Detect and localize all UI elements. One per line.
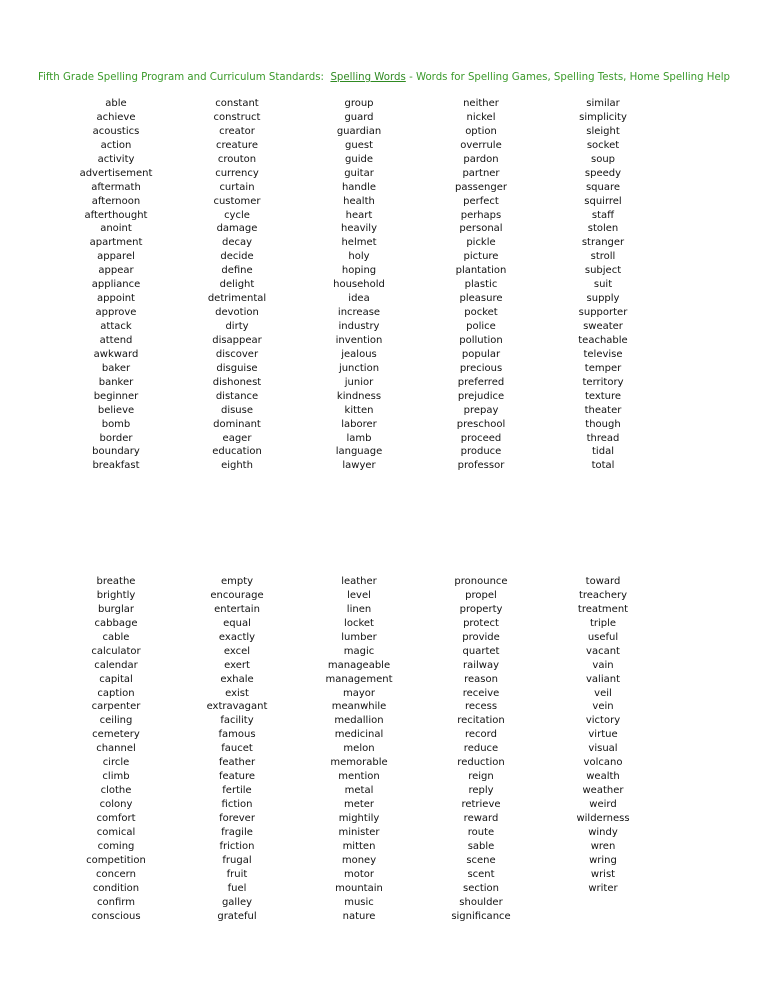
spelling-word: brightly bbox=[96, 589, 136, 601]
spelling-word: recess bbox=[464, 701, 498, 713]
spelling-word: quartet bbox=[462, 645, 500, 657]
spelling-word: management bbox=[325, 673, 393, 685]
spelling-word: total bbox=[591, 460, 615, 472]
spelling-word: proceed bbox=[460, 432, 502, 444]
spelling-word: decay bbox=[221, 237, 253, 249]
spelling-word: reduction bbox=[457, 757, 505, 769]
spelling-word: mitten bbox=[342, 840, 376, 852]
spelling-word: constant bbox=[215, 98, 259, 109]
spelling-word: guard bbox=[344, 111, 374, 123]
spelling-word: melon bbox=[343, 743, 375, 755]
spelling-word: define bbox=[221, 265, 253, 277]
spelling-word: metal bbox=[344, 785, 374, 797]
spelling-word: pickle bbox=[466, 237, 496, 249]
spelling-word: grateful bbox=[217, 910, 257, 922]
spelling-word: similar bbox=[586, 98, 620, 109]
spelling-word: entertain bbox=[214, 603, 260, 615]
spelling-word: coming bbox=[97, 840, 135, 852]
page-header bbox=[0, 72, 768, 83]
spelling-word: household bbox=[333, 279, 385, 291]
spelling-word: reason bbox=[464, 673, 498, 685]
spelling-word: route bbox=[467, 826, 495, 838]
spelling-word: curtain bbox=[219, 181, 255, 193]
spelling-word: bomb bbox=[101, 418, 131, 430]
header-title: Fifth Grade Spelling Program and Curriculum Standards: bbox=[37, 72, 324, 83]
spelling-word: appoint bbox=[97, 293, 135, 305]
spelling-word: fragile bbox=[221, 826, 253, 838]
spelling-word: suit bbox=[593, 279, 613, 291]
spelling-word: ceiling bbox=[99, 715, 133, 727]
spelling-word: retrieve bbox=[461, 799, 501, 810]
spelling-word: precious bbox=[459, 362, 503, 374]
spelling-word: cycle bbox=[224, 209, 250, 221]
spelling-word: caption bbox=[97, 687, 135, 699]
spelling-word: customer bbox=[213, 195, 261, 207]
spelling-word: junior bbox=[344, 376, 374, 388]
spelling-word: overrule bbox=[460, 139, 502, 151]
spelling-word: climb bbox=[102, 771, 130, 783]
spelling-word: breakfast bbox=[92, 460, 140, 472]
spelling-word: guardian bbox=[336, 125, 382, 137]
spelling-word: anoint bbox=[100, 223, 132, 235]
spelling-word: comfort bbox=[96, 812, 136, 824]
spelling-word: creature bbox=[216, 139, 258, 151]
spelling-word: delight bbox=[219, 279, 255, 291]
spelling-word: record bbox=[465, 729, 497, 741]
spelling-word: feather bbox=[218, 757, 256, 769]
spelling-word: action bbox=[100, 139, 132, 151]
spelling-word: recitation bbox=[457, 715, 505, 727]
spelling-word: fertile bbox=[222, 785, 252, 797]
spelling-word: condition bbox=[92, 882, 140, 894]
spelling-word: vain bbox=[592, 659, 614, 671]
spelling-word: medicinal bbox=[334, 729, 384, 741]
spelling-word: advertisement bbox=[79, 167, 153, 179]
spelling-word: scent bbox=[467, 868, 495, 880]
spelling-word: concern bbox=[96, 868, 136, 880]
spelling-word: mightily bbox=[338, 812, 380, 824]
spelling-word: mayor bbox=[342, 687, 376, 699]
spelling-word: frugal bbox=[222, 854, 252, 866]
spelling-word: squirrel bbox=[584, 195, 622, 207]
spelling-word: texture bbox=[584, 390, 622, 402]
spelling-word: junction bbox=[338, 362, 380, 374]
spelling-word: baker bbox=[101, 362, 131, 374]
spelling-word: heart bbox=[345, 209, 373, 221]
spelling-word: leather bbox=[341, 576, 377, 587]
spelling-word: guitar bbox=[344, 167, 374, 179]
spelling-word: scene bbox=[466, 854, 496, 866]
spelling-word: competition bbox=[86, 854, 146, 866]
spelling-word: detrimental bbox=[207, 293, 267, 305]
word-column-5 bbox=[528, 97, 678, 473]
spelling-word: protect bbox=[463, 617, 499, 629]
spelling-word: encourage bbox=[210, 589, 264, 601]
spelling-word: shoulder bbox=[459, 896, 503, 908]
spelling-word: cable bbox=[102, 631, 130, 643]
spelling-word: railway bbox=[462, 659, 500, 671]
spelling-word: facility bbox=[220, 715, 254, 727]
spelling-word: equal bbox=[223, 617, 251, 629]
spelling-word: pardon bbox=[463, 153, 499, 165]
spelling-word: lamb bbox=[346, 432, 372, 444]
spelling-word: activity bbox=[97, 153, 135, 165]
spelling-word: soup bbox=[590, 153, 615, 165]
spelling-word: appliance bbox=[91, 279, 141, 291]
spelling-word: fruit bbox=[226, 868, 248, 880]
spelling-word: disappear bbox=[212, 334, 262, 346]
spelling-word: mountain bbox=[335, 882, 383, 894]
spelling-word: pollution bbox=[459, 334, 503, 346]
spelling-word: aftermath bbox=[91, 181, 141, 193]
spelling-word: personal bbox=[459, 223, 503, 235]
spelling-word: preferred bbox=[457, 376, 505, 388]
spelling-word: awkward bbox=[93, 348, 139, 360]
spelling-word: magic bbox=[343, 645, 375, 657]
spelling-word: square bbox=[585, 181, 621, 193]
spelling-word: weather bbox=[582, 785, 624, 797]
spelling-word: breathe bbox=[96, 576, 136, 587]
spelling-word: simplicity bbox=[579, 111, 627, 123]
spelling-word: wrist bbox=[590, 868, 616, 880]
spelling-word: linen bbox=[346, 603, 372, 615]
spelling-word: handle bbox=[341, 181, 377, 193]
spelling-word: pocket bbox=[464, 307, 498, 319]
spelling-word: group bbox=[344, 98, 374, 109]
spelling-word: theater bbox=[584, 404, 622, 416]
spelling-word: construct bbox=[213, 111, 261, 123]
spelling-word: idea bbox=[348, 293, 370, 305]
spelling-word: motor bbox=[343, 868, 374, 880]
spelling-word: cabbage bbox=[94, 617, 138, 629]
spelling-word: colony bbox=[99, 799, 133, 810]
spelling-word: section bbox=[462, 882, 499, 894]
spelling-word: memorable bbox=[330, 757, 388, 769]
spelling-word: manageable bbox=[327, 659, 391, 671]
spelling-word: empty bbox=[220, 576, 254, 587]
spelling-word: acoustics bbox=[92, 125, 140, 137]
spelling-word: channel bbox=[96, 743, 136, 755]
spelling-word: guide bbox=[345, 153, 373, 165]
spelling-word: conscious bbox=[91, 910, 141, 922]
spelling-word: fiction bbox=[221, 799, 253, 810]
spelling-word: neither bbox=[463, 98, 499, 109]
spelling-word: plantation bbox=[455, 265, 507, 277]
spelling-word: cemetery bbox=[92, 729, 140, 741]
spelling-word: decide bbox=[220, 251, 254, 263]
spelling-word: speedy bbox=[584, 167, 622, 179]
spelling-word: devotion bbox=[215, 307, 259, 319]
spelling-word: kitten bbox=[344, 404, 374, 416]
spelling-word: eager bbox=[222, 432, 252, 444]
spelling-word: famous bbox=[218, 729, 256, 741]
spelling-word: victory bbox=[585, 715, 621, 727]
spelling-word: invention bbox=[335, 334, 383, 346]
spelling-word: confirm bbox=[97, 896, 135, 908]
spelling-word: dirty bbox=[225, 321, 249, 332]
spelling-word: forever bbox=[219, 812, 255, 824]
spelling-word: music bbox=[344, 896, 374, 908]
spelling-word: partner bbox=[462, 167, 500, 179]
spelling-word: sweater bbox=[583, 321, 623, 332]
spelling-word: banker bbox=[98, 376, 134, 388]
spelling-word: sable bbox=[467, 840, 495, 852]
spelling-word: treachery bbox=[578, 589, 628, 601]
spelling-word: territory bbox=[582, 376, 624, 388]
spelling-word: guest bbox=[345, 139, 373, 151]
spelling-word: calendar bbox=[94, 659, 138, 671]
spelling-word: weird bbox=[589, 799, 617, 810]
spelling-word: eighth bbox=[221, 460, 253, 472]
spelling-word: apparel bbox=[97, 251, 135, 263]
spelling-word: thread bbox=[586, 432, 620, 444]
spelling-word: veil bbox=[594, 687, 612, 699]
spelling-word: professor bbox=[457, 460, 505, 472]
spelling-word: reward bbox=[463, 812, 499, 824]
spelling-word: sleight bbox=[586, 125, 620, 137]
spelling-word: stranger bbox=[581, 237, 625, 249]
spelling-word: exhale bbox=[220, 673, 254, 685]
spelling-word: comical bbox=[96, 826, 136, 838]
spelling-word: dishonest bbox=[212, 376, 262, 388]
spelling-word: exist bbox=[225, 687, 249, 699]
spelling-word: reign bbox=[468, 771, 494, 783]
spelling-word: vein bbox=[592, 701, 614, 713]
spelling-word: pronounce bbox=[454, 576, 508, 587]
spelling-word: treatment bbox=[577, 603, 629, 615]
spelling-word: burglar bbox=[98, 603, 134, 615]
spelling-word: language bbox=[335, 446, 383, 458]
spelling-word: extravagant bbox=[206, 701, 268, 713]
spelling-word: achieve bbox=[96, 111, 136, 123]
spelling-word: attend bbox=[99, 334, 133, 346]
spelling-word: damage bbox=[216, 223, 258, 235]
spelling-word: property bbox=[459, 603, 503, 615]
spelling-word: dominant bbox=[213, 418, 261, 430]
spelling-word: prepay bbox=[463, 404, 499, 416]
spelling-word: supporter bbox=[578, 307, 628, 319]
spelling-word: provide bbox=[462, 631, 500, 643]
spelling-word: clothe bbox=[100, 785, 132, 797]
spelling-word: police bbox=[466, 321, 496, 332]
spelling-word: valiant bbox=[586, 673, 620, 685]
spelling-word: reduce bbox=[463, 743, 499, 755]
spelling-word: fuel bbox=[227, 882, 247, 894]
spelling-word: lawyer bbox=[342, 460, 376, 472]
spelling-word: hoping bbox=[341, 265, 377, 277]
spelling-word: health bbox=[343, 195, 375, 207]
spelling-word: apartment bbox=[89, 237, 143, 249]
spelling-word: carpenter bbox=[91, 701, 141, 713]
spelling-word: galley bbox=[221, 896, 253, 908]
spelling-word: useful bbox=[587, 631, 619, 643]
spelling-word: money bbox=[341, 854, 377, 866]
spelling-word: receive bbox=[462, 687, 500, 699]
spelling-word: exactly bbox=[218, 631, 256, 643]
spelling-word: mention bbox=[338, 771, 380, 783]
spelling-word: distance bbox=[215, 390, 259, 402]
spelling-word: meter bbox=[343, 799, 375, 810]
spelling-word: border bbox=[99, 432, 133, 444]
spelling-word: heavily bbox=[340, 223, 377, 235]
spelling-word: writer bbox=[588, 882, 618, 894]
spelling-word: produce bbox=[460, 446, 502, 458]
spelling-word: minister bbox=[338, 826, 380, 838]
spelling-word: vacant bbox=[586, 645, 620, 657]
spelling-word: perhaps bbox=[460, 209, 502, 221]
spelling-word: level bbox=[347, 589, 371, 601]
spelling-word: calculator bbox=[91, 645, 141, 657]
spelling-word: creator bbox=[219, 125, 255, 137]
spelling-word: kindness bbox=[336, 390, 382, 402]
spelling-word: afternoon bbox=[91, 195, 141, 207]
spelling-word: stolen bbox=[587, 223, 619, 235]
spelling-word: increase bbox=[337, 307, 381, 319]
spelling-word: industry bbox=[338, 321, 380, 332]
spelling-word: visual bbox=[588, 743, 618, 755]
spelling-word: significance bbox=[451, 910, 511, 922]
spelling-word: approve bbox=[95, 307, 137, 319]
spelling-word: disuse bbox=[220, 404, 254, 416]
spelling-word: televise bbox=[583, 348, 623, 360]
spelling-word: wealth bbox=[586, 771, 620, 783]
spelling-word: lumber bbox=[341, 631, 377, 643]
spelling-word: jealous bbox=[341, 348, 377, 360]
spelling-word: nickel bbox=[466, 111, 496, 123]
spelling-word: preschool bbox=[456, 418, 506, 430]
spelling-word: friction bbox=[219, 840, 255, 852]
spelling-word: holy bbox=[348, 251, 370, 263]
spelling-word: helmet bbox=[341, 237, 377, 249]
spelling-word: socket bbox=[586, 139, 620, 151]
spelling-word: stroll bbox=[590, 251, 616, 263]
spelling-word: teachable bbox=[578, 334, 628, 346]
spelling-word: toward bbox=[585, 576, 621, 587]
spelling-word: meanwhile bbox=[331, 701, 387, 713]
spelling-word: supply bbox=[586, 293, 620, 305]
spelling-word: currency bbox=[215, 167, 259, 179]
spelling-word: windy bbox=[588, 826, 618, 838]
spelling-word: virtue bbox=[588, 729, 618, 741]
header-subtitle: - Words for Spelling Games, Spelling Tests, Home Spelling Help bbox=[409, 72, 731, 83]
spelling-word: reply bbox=[468, 785, 494, 797]
spelling-word: disguise bbox=[216, 362, 258, 374]
spelling-word: tidal bbox=[592, 446, 614, 458]
spelling-word: exert bbox=[224, 659, 250, 671]
spelling-word: appear bbox=[98, 265, 134, 277]
spelling-word: triple bbox=[589, 617, 617, 629]
spelling-word: education bbox=[212, 446, 262, 458]
spelling-word: nature bbox=[342, 910, 376, 922]
spelling-word: able bbox=[105, 98, 127, 109]
spelling-word: prejudice bbox=[457, 390, 505, 402]
spelling-words-link[interactable]: Spelling Words bbox=[330, 72, 406, 83]
spelling-word: pleasure bbox=[459, 293, 503, 305]
spelling-word: propel bbox=[465, 589, 497, 601]
spelling-word: wren bbox=[590, 840, 616, 852]
spelling-word: medallion bbox=[334, 715, 384, 727]
spelling-word: excel bbox=[223, 645, 251, 657]
spelling-word: feature bbox=[218, 771, 256, 783]
spelling-word: attack bbox=[100, 321, 132, 332]
spelling-word: wring bbox=[589, 854, 617, 866]
spelling-word: circle bbox=[102, 757, 130, 769]
spelling-word: beginner bbox=[93, 390, 139, 402]
spelling-word: discover bbox=[215, 348, 259, 360]
spelling-word: believe bbox=[97, 404, 135, 416]
spelling-word: afterthought bbox=[84, 209, 148, 221]
spelling-word: perfect bbox=[463, 195, 499, 207]
spelling-word: subject bbox=[584, 265, 622, 277]
spelling-word: picture bbox=[463, 251, 499, 263]
spelling-word: option bbox=[465, 125, 497, 137]
word-column-5 bbox=[528, 575, 678, 896]
spelling-word: temper bbox=[584, 362, 622, 374]
spelling-word: capital bbox=[99, 673, 133, 685]
spelling-word: staff bbox=[591, 209, 615, 221]
spelling-word: locket bbox=[344, 617, 374, 629]
spelling-word: crouton bbox=[217, 153, 257, 165]
spelling-word: volcano bbox=[583, 757, 623, 769]
spelling-word: boundary bbox=[92, 446, 140, 458]
spelling-word: laborer bbox=[341, 418, 377, 430]
spelling-word: faucet bbox=[221, 743, 253, 755]
spelling-word: wilderness bbox=[576, 812, 630, 824]
spelling-word: plastic bbox=[464, 279, 498, 291]
spelling-word: though bbox=[585, 418, 621, 430]
spelling-word: passenger bbox=[455, 181, 507, 193]
spelling-word: popular bbox=[461, 348, 501, 360]
